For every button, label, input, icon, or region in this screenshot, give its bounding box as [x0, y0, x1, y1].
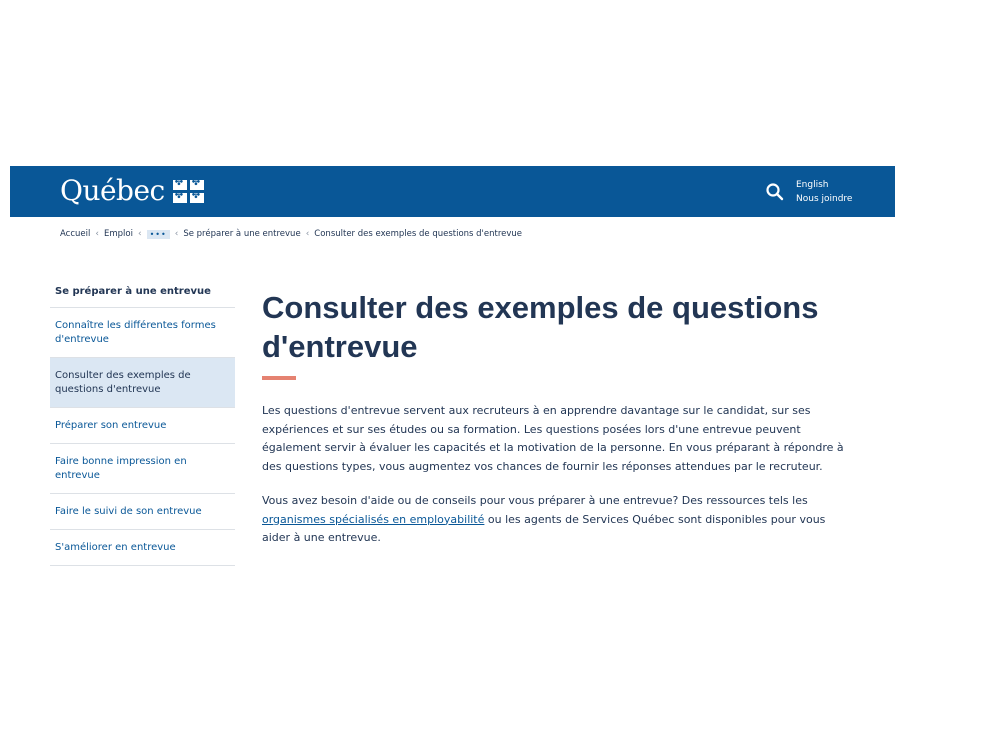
breadcrumb-item-current: Consulter des exemples de questions d'entrevue	[314, 229, 523, 239]
page-title: Consulter des exemples de questions d'entrevue	[262, 290, 819, 364]
site-header	[10, 166, 895, 217]
side-navigation	[50, 282, 235, 566]
intro-paragraph: Les questions d'entrevue servent aux recruteurs à en apprendre davantage sur le candidat, sur ses expériences et sur ses études ou sa formation. Les questions posées lors d'une entrevue peuvent également servir à évaluer les capacités et la motivation de la personne. En vous préparant à répondre à des questions types, vous augmentez vos chances de fournir les réponses attendues par le recruteur.	[262, 404, 844, 473]
quebec-logo[interactable]	[60, 175, 204, 207]
help-text-after: ou les agents de Services Québec sont disponibles pour vous aider à une entrevue.	[262, 512, 826, 544]
sidenav-title[interactable]: Se préparer à une entrevue	[50, 282, 235, 308]
breadcrumb-item-accueil[interactable]: Accueil	[60, 229, 91, 239]
help-paragraph	[262, 492, 852, 548]
breadcrumb-item-emploi[interactable]: Emploi	[103, 229, 133, 239]
chevron-left-icon: ‹	[137, 229, 142, 239]
logo-text: Québec	[60, 174, 165, 207]
breadcrumb-item-preparer[interactable]: Se préparer à une entrevue	[183, 229, 301, 239]
header-links	[796, 178, 852, 206]
sidenav-item-formes[interactable]: Connaître les différentes formes d'entrevue	[50, 308, 235, 358]
main-content	[262, 288, 862, 564]
fleur-de-lis-flag-icon	[173, 180, 204, 203]
sidenav-item-ameliorer[interactable]: S'améliorer en entrevue	[50, 530, 235, 566]
search-icon[interactable]	[765, 182, 785, 202]
chevron-left-icon: ‹	[95, 229, 99, 239]
chevron-left-icon: ‹	[305, 229, 310, 239]
sidenav-item-suivi[interactable]: Faire le suivi de son entrevue	[50, 494, 235, 530]
help-text-before: Vous avez besoin d'aide ou de conseils pour vous préparer à une entrevue? Des ressources tels les	[262, 494, 808, 507]
english-link[interactable]: English	[796, 180, 829, 190]
breadcrumb	[60, 229, 522, 239]
sidenav-item-preparer[interactable]: Préparer son entrevue	[50, 408, 235, 444]
chevron-left-icon: ‹	[174, 229, 179, 239]
contact-link[interactable]: Nous joindre	[796, 194, 853, 204]
breadcrumb-more-button[interactable]: •••	[147, 230, 170, 239]
title-accent-bar	[262, 376, 296, 380]
sidenav-item-impression[interactable]: Faire bonne impression en entrevue	[50, 444, 235, 494]
employability-link[interactable]: organismes spécialisés en employabilité	[262, 512, 485, 526]
sidenav-item-exemples[interactable]: Consulter des exemples de questions d'entrevue	[50, 358, 235, 408]
